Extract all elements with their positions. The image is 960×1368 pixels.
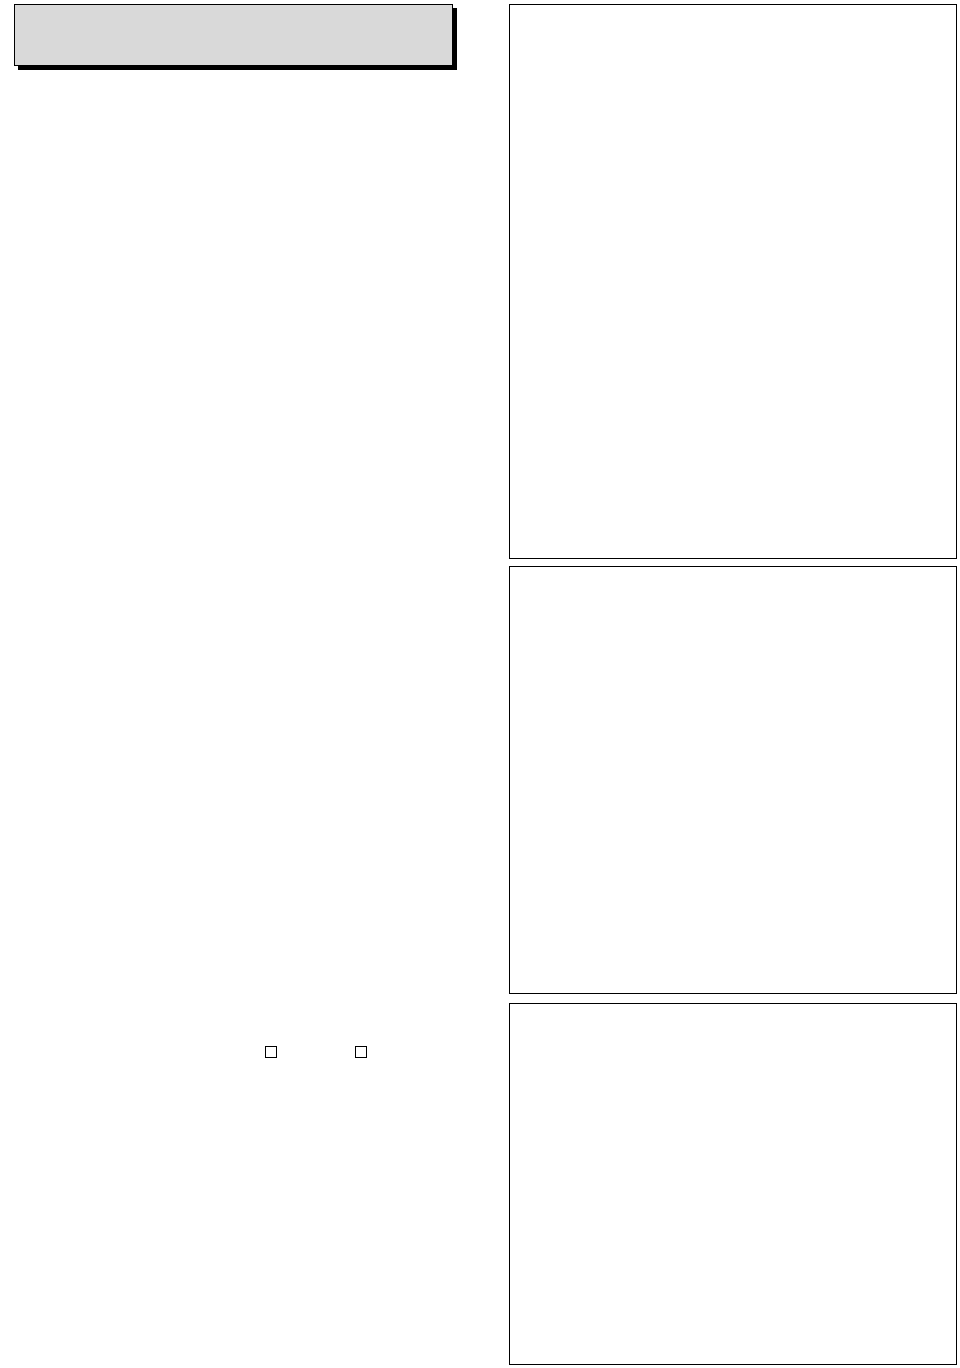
checkbox[interactable] (265, 1046, 277, 1058)
exhibit-box (509, 1003, 957, 1365)
excursion-no[interactable] (348, 1041, 367, 1062)
checkbox[interactable] (355, 1046, 367, 1058)
excursion-yes[interactable] (258, 1041, 277, 1062)
title-banner (14, 4, 453, 66)
lecture-box (509, 566, 957, 994)
committee-box (509, 4, 957, 559)
